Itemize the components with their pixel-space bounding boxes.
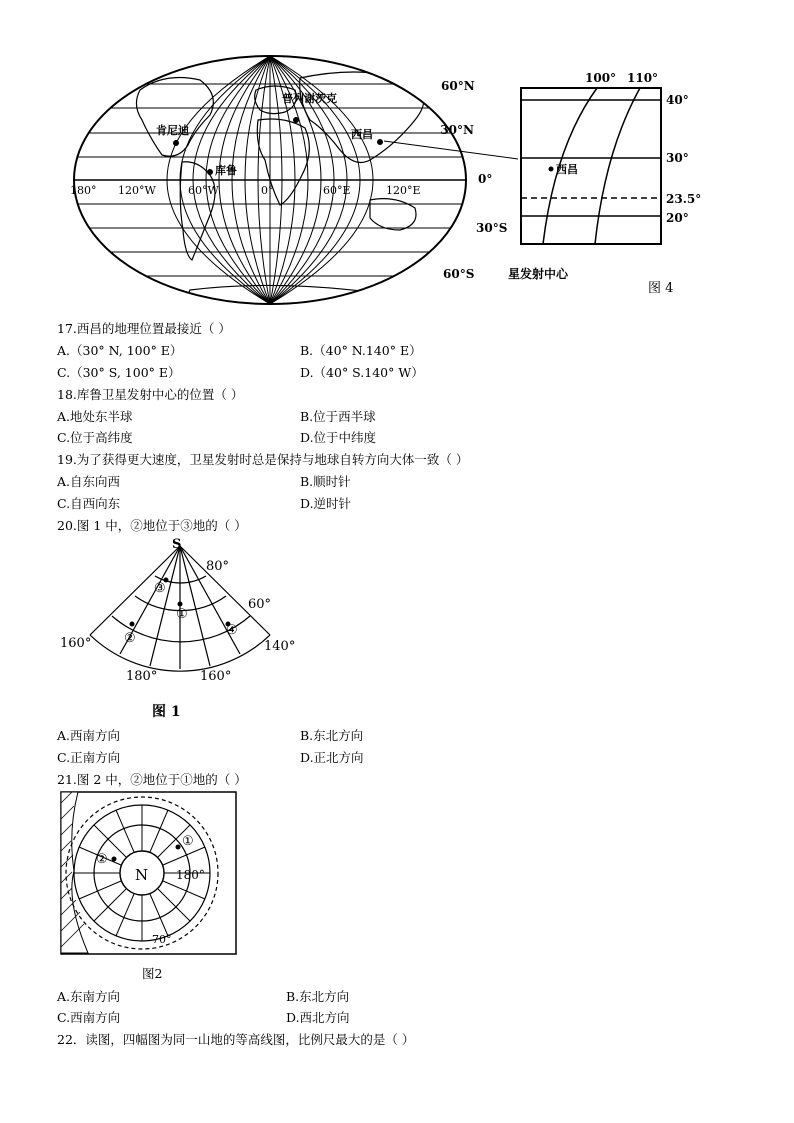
- q21-option-c[interactable]: C.西南方向: [57, 1010, 121, 1025]
- q21-stem: 21.图 2 中，②地位于①地的（ ）: [57, 772, 247, 787]
- fig1-label-160-left: 160°: [60, 636, 92, 651]
- q18-stem: 18.库鲁卫星发射中心的位置（ ）: [57, 387, 244, 402]
- xichang-marker: [549, 167, 554, 172]
- fig2-point-2-dot: [112, 857, 117, 862]
- lon-label-60w: 60°W: [188, 184, 219, 197]
- fig1-point-3: ③: [154, 581, 166, 596]
- q20-option-c[interactable]: C.正南方向: [57, 750, 121, 765]
- fig2-point-1: ①: [182, 834, 194, 849]
- fig1-label-140: 140°: [264, 639, 296, 654]
- lon-label-0: 0°: [261, 184, 274, 197]
- inset-frame: [521, 88, 661, 244]
- fig1-point-1-dot: [178, 602, 183, 607]
- q20-stem: 20.图 1 中，②地位于③地的（ ）: [57, 518, 247, 533]
- lon-label-120e: 120°E: [386, 184, 421, 197]
- inset-lat-40: 40°: [666, 93, 689, 107]
- lat-label-60n: 60°N: [441, 79, 475, 93]
- inset-lat-30: 30°: [666, 151, 689, 165]
- plesetsk-marker: [293, 117, 299, 123]
- q19-option-d[interactable]: D.逆时针: [300, 496, 352, 511]
- q17-option-a[interactable]: A.（30° N, 100° E）: [57, 343, 183, 358]
- inset-place-label: 西昌: [556, 163, 578, 176]
- fig1-label-160-bottom: 160°: [200, 669, 232, 684]
- label-plesetsk: 普列谢茨克: [282, 92, 337, 105]
- fig2-point-1-dot: [176, 845, 181, 850]
- lat-label-30n: 30°N: [440, 123, 474, 137]
- lat-label-30s: 30°S: [476, 221, 508, 235]
- q22-stem: 22．读图，四幅图为同一山地的等高线图，比例尺最大的是（ ）: [57, 1032, 415, 1047]
- q19-option-a[interactable]: A.自东向西: [57, 474, 121, 489]
- figure-1-caption: 图 1: [152, 704, 181, 720]
- fig1-point-2: ②: [124, 631, 136, 646]
- q18-option-c[interactable]: C.位于高纬度: [57, 430, 133, 445]
- q17-option-b[interactable]: B.（40° N.140° E）: [300, 343, 422, 358]
- q21-option-d[interactable]: D.西北方向: [286, 1010, 350, 1025]
- lon-label-120w: 120°W: [118, 184, 156, 197]
- q17-stem: 17.西昌的地理位置最接近（ ）: [57, 321, 231, 336]
- label-kennedy: 肯尼迪: [156, 124, 189, 137]
- inset-lon-100: 100°: [585, 71, 617, 85]
- q19-stem: 19.为了获得更大速度，卫星发射时总是保持与地球自转方向大体一致（ ）: [57, 452, 469, 467]
- q20-option-a[interactable]: A.西南方向: [57, 728, 121, 743]
- lat-label-60s: 60°S: [443, 267, 475, 281]
- kennedy-marker: [173, 140, 179, 146]
- fig1-label-80: 80°: [206, 559, 230, 574]
- pointer-line: [378, 135, 523, 165]
- q18-option-a[interactable]: A.地处东半球: [57, 409, 133, 424]
- figure-2-caption: 图2: [142, 966, 163, 981]
- inset-caption: 星发射中心: [508, 267, 569, 281]
- label-xichang: 西昌: [351, 128, 373, 141]
- fig1-point-4: ④: [226, 623, 238, 638]
- figure-1: [60, 532, 320, 692]
- fig2-pole-label: N: [135, 866, 149, 884]
- continents: [136, 72, 423, 308]
- fig1-radial: [90, 546, 180, 635]
- q20-option-d[interactable]: D.正北方向: [300, 750, 364, 765]
- q21-option-a[interactable]: A.东南方向: [57, 989, 121, 1004]
- fig1-point-1: ①: [176, 607, 188, 622]
- q21-option-b[interactable]: B.东北方向: [286, 989, 350, 1004]
- fig1-label-180: 180°: [126, 669, 158, 684]
- q18-option-b[interactable]: B.位于西半球: [300, 409, 376, 424]
- inset-lon-110: 110°: [627, 71, 659, 85]
- q19-option-c[interactable]: C.自西向东: [57, 496, 121, 511]
- q17-option-c[interactable]: C.（30° S, 100° E）: [57, 365, 181, 380]
- inset-lat-20: 20°: [666, 211, 689, 225]
- q18-option-d[interactable]: D.位于中纬度: [300, 430, 377, 445]
- lon-label-180: 180°: [70, 184, 97, 197]
- q17-option-d[interactable]: D.（40° S.140° W）: [300, 365, 424, 380]
- kourou-marker: [207, 169, 213, 175]
- figure-4-label: 图 4: [648, 281, 674, 296]
- fig1-label-60: 60°: [248, 597, 272, 612]
- fig1-pole-label: S: [172, 537, 182, 552]
- q20-option-b[interactable]: B.东北方向: [300, 728, 364, 743]
- fig2-label-180: 180°: [176, 868, 205, 882]
- q19-option-b[interactable]: B.顺时针: [300, 474, 351, 489]
- fig1-point-2-dot: [130, 622, 135, 627]
- figure-2: [60, 791, 240, 957]
- world-map-figure: [70, 50, 508, 312]
- lon-label-60e: 60°E: [323, 184, 351, 197]
- label-kourou: 库鲁: [215, 164, 237, 177]
- inset-lat-23: 23.5°: [666, 192, 702, 206]
- lat-label-0: 0°: [478, 172, 493, 186]
- fig2-point-2: ②: [96, 852, 108, 867]
- fig2-label-70: 70°: [152, 933, 172, 946]
